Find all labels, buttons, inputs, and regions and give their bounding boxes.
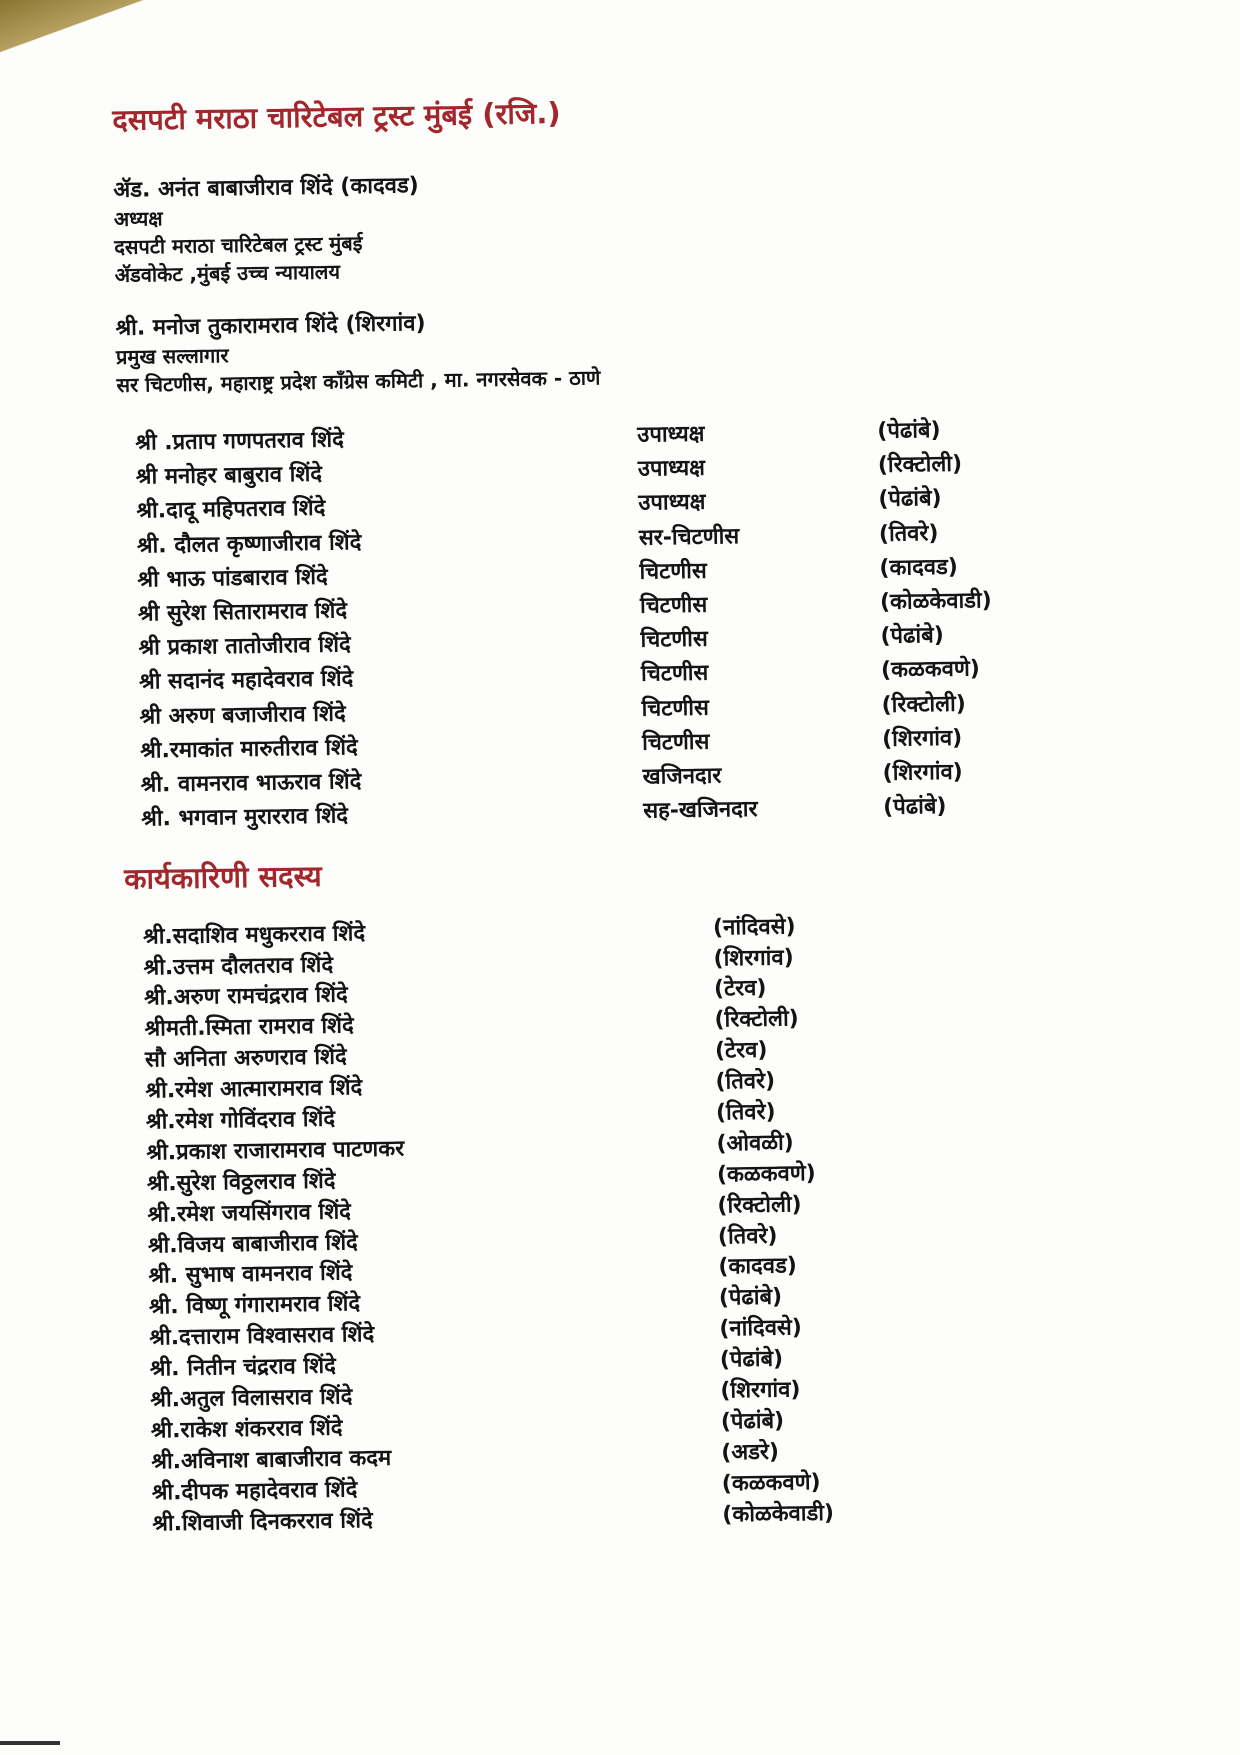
member-village: (नांदिवसे) [712,914,796,941]
officer-village: (पेढांबे) [883,794,947,821]
officer-role: चिटणीस [639,558,707,585]
officer-village: (शिरगांव) [881,725,963,752]
member-name: श्री. सुभाष वामनराव शिंदे [148,1260,353,1290]
officer-village: (शिरगांव) [882,759,963,786]
officer-role: खजिनदार [642,763,722,790]
members-table [125,904,1135,1537]
member-village: (नांदिवसे) [719,1315,803,1342]
member-village: (टेरव) [713,976,767,1003]
officer-name: श्री प्रकाश तातोजीराव शिंदे [138,632,351,661]
officer-name: श्री. भगवान मुरारराव शिंदे [141,803,349,832]
member-village: (कळकवणे) [721,1469,821,1497]
member-village: (ओवळी) [716,1130,794,1157]
member-village: (टेरव) [714,1038,768,1064]
member-name: श्री.उत्तम दौलतराव शिंदे [143,952,334,981]
leader-line: दसपटी मराठा चारिटेबल ट्रस्ट मुंबई [114,231,363,259]
officer-role: सह-खजिनदार [643,797,758,824]
document-page [112,84,1134,1538]
officer-role: चिटणीस [640,661,709,688]
officers-table [117,409,1123,835]
member-village: (तिवरे) [717,1223,778,1250]
officer-role: उपाध्यक्ष [637,421,705,448]
officer-name: श्री.रमाकांत मारुतीराव शिंदे [140,735,358,764]
member-name: श्री.शिवाजी दिनकरराव शिंदे [152,1507,373,1537]
scan-edge-mark [0,1741,60,1745]
leader-name: ॲड. अनंत बाबाजीराव शिंदे (कादवड) [113,173,419,203]
member-village: (पेढांबे) [718,1284,783,1311]
officer-village: (पेढांबे) [878,486,942,513]
officer-role: चिटणीस [641,695,710,722]
member-name: श्री.अविनाश बाबाजीराव कदम [151,1445,392,1475]
member-name: श्री. नितीन चंद्रराव शिंदे [149,1353,337,1382]
member-name: श्री.राकेश शंकरराव शिंदे [150,1415,343,1444]
leader-name: श्री. मनोज तुकारामराव शिंदे (शिरगांव) [115,311,426,341]
officer-village: (कळकवणे) [880,656,981,684]
member-village: (पेढांबे) [720,1408,785,1435]
member-name: श्री.रमेश आत्मारामराव शिंदे [145,1075,363,1104]
leader-line: प्रमुख सल्लागार [115,343,229,369]
leader-line: ॲडवोकेट ,मुंबई उच्च न्यायालय [114,259,341,287]
leader-line: सर चिटणीस, महाराष्ट्र प्रदेश काँग्रेस कमिटी , मा. नगरसेवक - ठाणे [116,365,601,397]
member-name: श्रीमती.स्मिता रामराव शिंदे [144,1013,354,1042]
officer-village: (रिक्टोली) [881,691,966,718]
officer-village: (कोळकेवाडी) [879,588,992,616]
officer-name: श्री सुरेश सितारामराव शिंदे [137,598,348,627]
page-corner-decoration [0,0,150,60]
officer-village: (पेढांबे) [880,623,944,650]
officer-role: चिटणीस [641,729,710,756]
member-village: (तिवरे) [715,1099,776,1126]
officer-role: उपाध्यक्ष [638,490,706,517]
officer-name: श्री.दादू महिपतराव शिंदे [136,496,326,525]
member-name: श्री.दत्ताराम विश्वासराव शिंदे [149,1322,375,1351]
member-name: श्री.प्रकाश राजारामराव पाटणकर [146,1136,405,1166]
officer-village: (तिवरे) [878,520,939,547]
member-village: (कादवड) [718,1253,797,1281]
officer-village: (कादवड) [879,554,959,581]
leader-line: अध्यक्ष [113,206,163,231]
officer-name: श्री. वामनराव भाऊराव शिंदे [140,769,362,798]
member-name: श्री.सुरेश विठ्ठलराव शिंदे [146,1168,336,1197]
member-village: (शिरगांव) [713,944,794,972]
member-name: सौ अनिता अरुणराव शिंदे [144,1044,347,1073]
member-village: (रिक्टोली) [714,1006,799,1034]
officer-role: चिटणीस [639,592,708,619]
officer-name: श्री. दौलत कृष्णाजीराव शिंदे [136,529,362,559]
members-section-title: कार्यकारिणी सदस्य [123,859,322,897]
officer-name: श्री अरुण बजाजीराव शिंदे [139,701,346,730]
member-village: (रिक्टोली) [717,1192,802,1219]
member-village: (कळकवणे) [716,1160,816,1188]
officer-name: श्री सदानंद महादेवराव शिंदे [138,666,354,696]
officer-name: श्री भाऊ पांडबाराव शिंदे [137,564,328,593]
member-name: श्री.रमेश जयसिंगराव शिंदे [147,1199,352,1228]
officer-role: सर-चिटणीस [638,523,740,551]
member-name: श्री.सदाशिव मधुकरराव शिंदे [142,920,366,950]
officer-name: श्री .प्रताप गणपतराव शिंदे [135,427,345,456]
officer-name: श्री मनोहर बाबुराव शिंदे [135,462,323,490]
member-name: श्री.दीपक महादेवराव शिंदे [151,1477,358,1506]
officer-village: (रिक्टोली) [877,451,963,479]
leader-block-advisor [115,299,1116,399]
trust-title: दसपटी मराठा चारिटेबल ट्रस्ट मुंबई (रजि.) [112,95,561,137]
member-name: श्री.अतुल विलासराव शिंदे [150,1384,353,1413]
member-village: (शिरगांव) [720,1377,801,1404]
officer-role: उपाध्यक्ष [637,456,706,483]
officer-village: (पेढांबे) [877,418,941,445]
member-village: (तिवरे) [715,1068,776,1095]
leader-block-president [113,161,1115,289]
member-village: (पेढांबे) [719,1346,784,1373]
member-village: (अडरे) [721,1439,780,1466]
member-name: श्री.विजय बाबाजीराव शिंदे [147,1229,358,1259]
officer-role: चिटणीस [640,626,708,653]
member-name: श्री.अरुण रामचंद्रराव शिंदे [143,982,348,1012]
member-name: श्री.रमेश गोविंदराव शिंदे [145,1106,336,1135]
member-village: (कोळकेवाडी) [722,1500,835,1528]
member-name: श्री. विष्णू गंगारामराव शिंदे [148,1291,361,1320]
